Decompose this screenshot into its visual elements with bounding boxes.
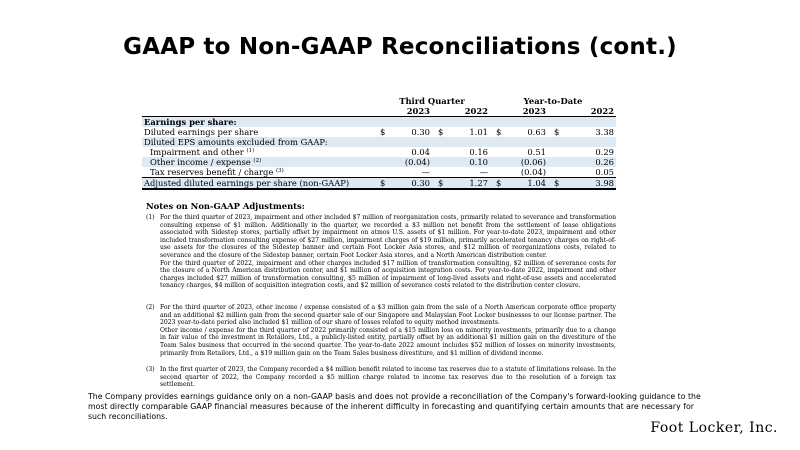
eps-reconciliation-table [142,96,616,190]
footnote-1 [146,214,616,290]
cell-value: (0.04) [520,167,546,177]
page-title: GAAP to Non-GAAP Reconciliations (cont.) [123,34,677,60]
company-logo: Foot Locker, Inc. [650,420,778,436]
header-third-quarter: Third Quarter [399,96,465,106]
header-year-to-date: Year-to-Date [523,96,583,106]
cell-value: (0.06) [508,157,548,167]
footnote-ref: (2) [253,158,262,164]
footnote-text: For the third quarter of 2023, impairment and other included $7 million of reorganization costs, primarily related to severance and transformation consulting expense of $1 million. Additionally in the quarter, we recorded a $3 million net benefit from the settlement of lease obligations associated with Sidestep stores, partially offset by impairment on atmos U.S. assets of $1 million. For year-to-date 2023, impairment and other included transformation consulting expense of $27 million, impairment charges of $19 million, primarily accelerated tenancy charges on right-of-use assets for the closures of the Sidestep banner and certain Foot Locker Asia stores, and $12 million of reorganizations costs, related to severance and the closure of the Sidestep banner, certain Foot Locker Asia stores, and a North American distribution center. [160,214,616,259]
footnote-2 [146,304,616,357]
cell-value: 3.98 [566,178,616,190]
table-row [142,167,616,178]
year-header-row [142,106,616,117]
table-row [142,147,616,157]
cell-value: 0.30 [411,127,430,137]
cell-value: 3.38 [595,127,614,137]
footnote-number: (3) [146,366,155,373]
table-row [142,157,616,167]
footnote-number: (1) [146,214,155,221]
row-label: Tax reserves benefit / charge $^{(3)}$ [150,167,284,177]
cell-value: 0.10 [450,157,490,167]
row-label: Other income / expense $^{(2)}$ [142,157,374,167]
guidance-disclaimer: The Company provides earnings guidance only on a non-GAAP basis and does not provide a reconciliation of the Company's forward-looking guidance to the most directly comparable GAAP financial measures because of the inherent difficulty in forecasting and quantifying certain amounts that are necessary for such reconciliations. [88,392,701,421]
cell-value: 0.26 [566,157,616,167]
cell-value: 0.30 [392,178,432,190]
total-row: Adjusted diluted earnings per share (non-GAAP) $ 0.30 $ 1.27 $ 1.04 $ 3.98 [144,178,614,188]
cell-value: 0.05 [595,167,614,177]
cell-value: 0.63 [527,127,546,137]
cell-value: 1.27 [450,178,490,190]
footnote-text: In the first quarter of 2023, the Company recorded a $4 million benefit related to income tax reserves due to a statute of limitations release. In the second quarter of 2022, the Company recorded a $5 million charge related to income tax reserves due to the resolution of a foreign tax settlement. [160,366,616,389]
header-year: 2023 [374,106,432,117]
footnote-text: For the third quarter of 2023, other income / expense consisted of a $3 million gain from the sale of a North American corporate office property and an additional $2 million gain from the second quarter sale of our Singapore and Malaysian Foot Locker businesses to our license partner. The 2023 year-to-date period also included $1 million of our share of losses related to equity method investments. [160,304,616,327]
table-row: Diluted earnings per share $ 0.30 $ 1.01 $ 0.63 $ 3.38 [144,127,614,137]
cell-value: 0.04 [411,147,430,157]
footnote-number: (2) [146,304,155,311]
row-label: Adjusted diluted earnings per share (non-GAAP) [142,178,374,190]
header-year: 2022 [548,106,616,117]
row-label: Impairment and other $^{(1)}$ [150,147,255,157]
footnote-3 [146,366,616,389]
footnote-ref: (3) [276,168,284,174]
header-year: 2022 [432,106,490,117]
cell-value: (0.04) [392,157,432,167]
header-year: 2023 [490,106,548,117]
cell-value: 1.01 [469,127,488,137]
section-row [142,117,616,128]
cell-value: — [479,167,488,177]
period-header-row [142,96,616,106]
footnote-text: For the third quarter of 2022, impairment and other charges included $17 million of transformation consulting, $2 million of severance costs for the closure of a North American distribution center, and $1 million of acquisition integration costs. For year-to-date 2022, impairment and other charges included $27 million of transformation consulting, $5 million of impairment of long-lived assets and right-of-use assets and accelerated tenancy charges, $4 million of acquisition integration costs, and $2 million of severance costs related to the distribution center closure. [160,259,616,290]
notes-heading: Notes on Non-GAAP Adjustments: [146,201,305,211]
cell-value: 0.51 [527,147,546,157]
cell-value: — [421,167,430,177]
footnote-text: Other income / expense for the third quarter of 2022 primarily consisted of a $15 million loss on minority investments, primarily due to a change in fair value of the investment in Retailors, Ltd., a publicly-listed entity, partially offset by an additional $1 million gain on the divestiture of the Team Sales business that occurred in the second quarter. The year-to-date 2022 amount includes $52 million of losses on minority investments, primarily from Retailors, Ltd., a $19 million gain on the Team Sales business divestiture, and $1 million of dividend income. [160,326,616,357]
table-row [142,137,616,147]
cell-value: 0.16 [469,147,488,157]
row-label: Diluted EPS amounts excluded from GAAP: [142,137,374,147]
section-label: Earnings per share: [142,117,374,128]
footnote-ref: (1) [246,148,255,154]
row-label: Diluted earnings per share [144,127,259,137]
cell-value: 0.29 [595,147,614,157]
cell-value: 1.04 [508,178,548,190]
